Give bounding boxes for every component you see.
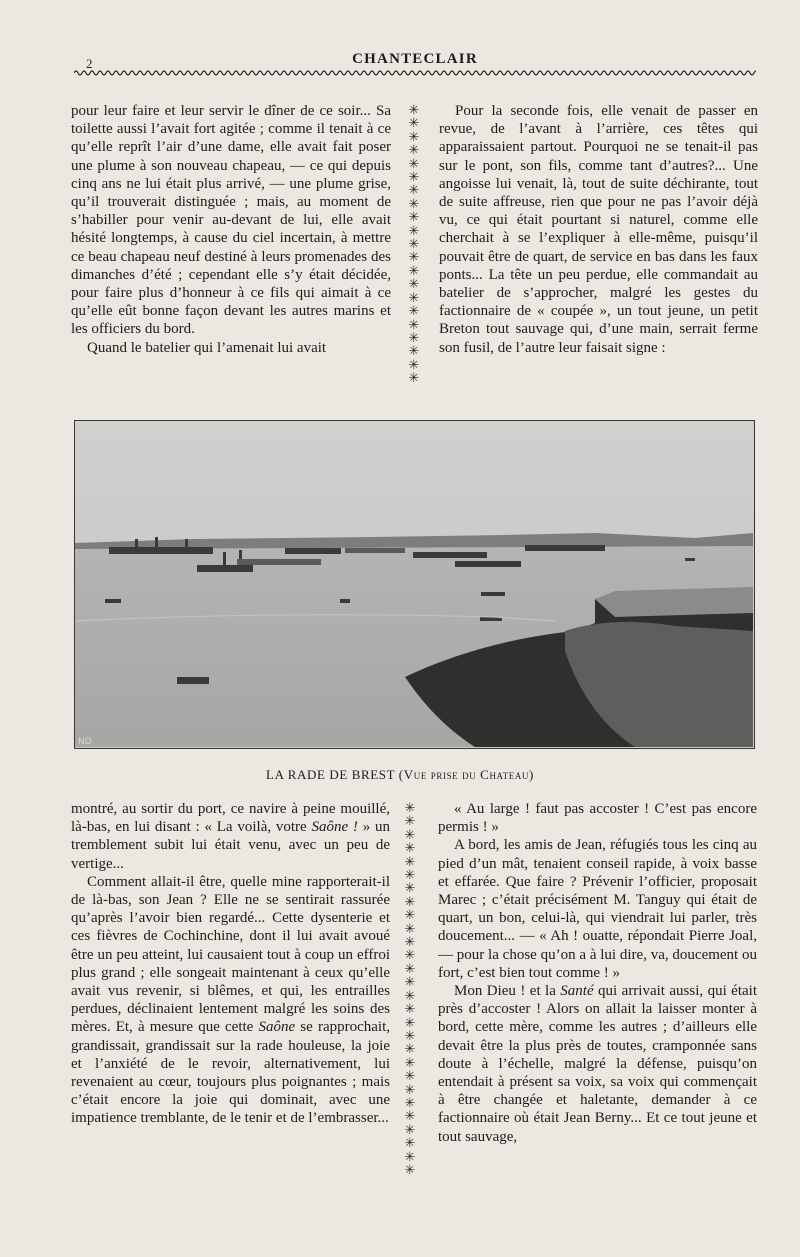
paragraph: « Au large ! faut pas accoster ! C’est pas encore permis ! » [438, 801, 757, 836]
caption-title: LA RADE DE BREST [266, 767, 395, 782]
paragraph: A bord, les amis de Jean, réfugiés tous les cinq au pied d’un mât, tenaient conseil rapide, à voix basse et effarée. Que faire ? Prévenir l’officier, proposait Marec ; c’était précisément M. Tanguy qui était de quart, un bon, celui-là, qui viendrait lui parler, très doucement... — « Ah ! ouatte, répondait Pierre Joal, — pour la chose qu’on a à lui dire, va, doucement ou fort, c’est bien tout comme ! » [438, 837, 757, 981]
harbor-photograph [74, 420, 755, 749]
header-wavy-rule [74, 68, 756, 78]
page-header [74, 50, 756, 80]
photo-caption [0, 767, 800, 783]
bottom-right-column [438, 800, 757, 1146]
paragraph: Quand le batelier qui l’amenait lui avait [87, 339, 327, 356]
running-title: CHANTECLAIR [352, 51, 478, 67]
column-divider-bottom: ✳ ✳ ✳ ✳ ✳ ✳ ✳ ✳ ✳ ✳ ✳ ✳ ✳ ✳ ✳ ✳ ✳ ✳ ✳ ✳ ✳ ✳ ✳ ✳ ✳ ✳ ✳ ✳ [404, 802, 416, 1178]
top-left-column [71, 102, 391, 357]
photo-corner-mark: ND [78, 737, 92, 747]
bottom-left-column [71, 800, 390, 1128]
page-number: 2 [86, 56, 93, 71]
paragraph: Pour la seconde fois, elle venait de passer en revue, de l’avant à l’arrière, ces têtes qui apparaissaient partout. Pourquoi ne se tenait-il pas sur le pont, son fils, comme tant d’autres?... Une angoisse lui venait, là, tout de suite déchirante, tout de suite affreuse, rien que pour ne pas l’avoir déjà vu, ce qui était pourtant si naturel, comme elle cherchait à se l’expliquer à elle-même, puisqu’il pouvait être de quart, de service en bas dans les faux ponts... La tête un peu perdue, elle commandait au batelier de s’approcher, malgré les gestes du factionnaire de « coupée », un tout jeune, un petit Breton tout sauvage qui, d’une main, serrait ferme son fusil, de l’autre leur faisait signe : [439, 103, 758, 356]
paragraph: Comment allait-il être, quelle mine rapporterait-il de là-bas, son Jean ? Elle ne se sentirait rassurée qu’après l’avoir bien regardé... Cette dysenterie et ces fièvres de Cochinchine, dont il lui avait avoué être un peu atteint, lui causaient tout à coup un effroi plus grand ; elle songeait maintenant à ceux qu’elle avait vus revenir, si blêmes, et qui, les entrailles perdues, déclinaient lentement malgré les soins des mères. Et, à mesure que cette Saône se rapprochait, grandissait, grandissait sur la rade houleuse, la joie et l’anxiété de le revoir, alternativement, lui revenaient au cœur, toujours plus poignantes ; mais c’était encore la joie qui dominait, avec une impatience tremblante, de le tenir et de l’embrasser... [71, 873, 390, 1127]
caption-subtitle: (Vue prise du Chateau) [398, 767, 534, 782]
paragraph: Mon Dieu ! et la Santé qui arrivait aussi, qui était près d’accoster ! Alors on allait la laisser monter à bord, cette mère, comme les autres ; d’ailleurs elle devait être la plus près de toutes, cramponnée sans doute à l’échelle, malgré la défense, puisqu’on entendait à présent sa voix, sa voix qui commençait à être changée et haletante, demander à ce factionnaire où était Jean Berny... Et ce tout jeune et tout sauvage, [438, 983, 757, 1145]
paragraph: pour leur faire et leur servir le dîner de ce soir... Sa toilette aussi l’avait fort agitée ; comme il tenait à ce qu’elle reprît l’air d’une dame, elle avait fait poser une plume à son nouveau chapeau, — ce qui depuis cinq ans ne lui était plus arrivé, — une plume grise, qu’il trouverait distinguée ; mais, au moment de s’habiller pour venir au-devant de lui, elle avait hésité longtemps, à cause du ciel incertain, à mettre ce beau chapeau neuf destiné à leurs promenades des dimanches d’été ; cependant elle s’y était décidée, pour faire plus d’honneur à ce fils qui aimait à ce qu’elle eût bonne façon devant les autres marins et les officiers du bord. [71, 103, 391, 338]
column-divider-top: ✳ ✳ ✳ ✳ ✳ ✳ ✳ ✳ ✳ ✳ ✳ ✳ ✳ ✳ ✳ ✳ ✳ ✳ ✳ ✳ ✳ [408, 104, 420, 387]
top-right-column [439, 102, 758, 357]
paragraph: montré, au sortir du port, ce navire à peine mouillé, là-bas, en lui disant : « La voilà, votre Saône ! » un tremblement subit lui était venu, avec un peu de vertige... [71, 801, 390, 872]
